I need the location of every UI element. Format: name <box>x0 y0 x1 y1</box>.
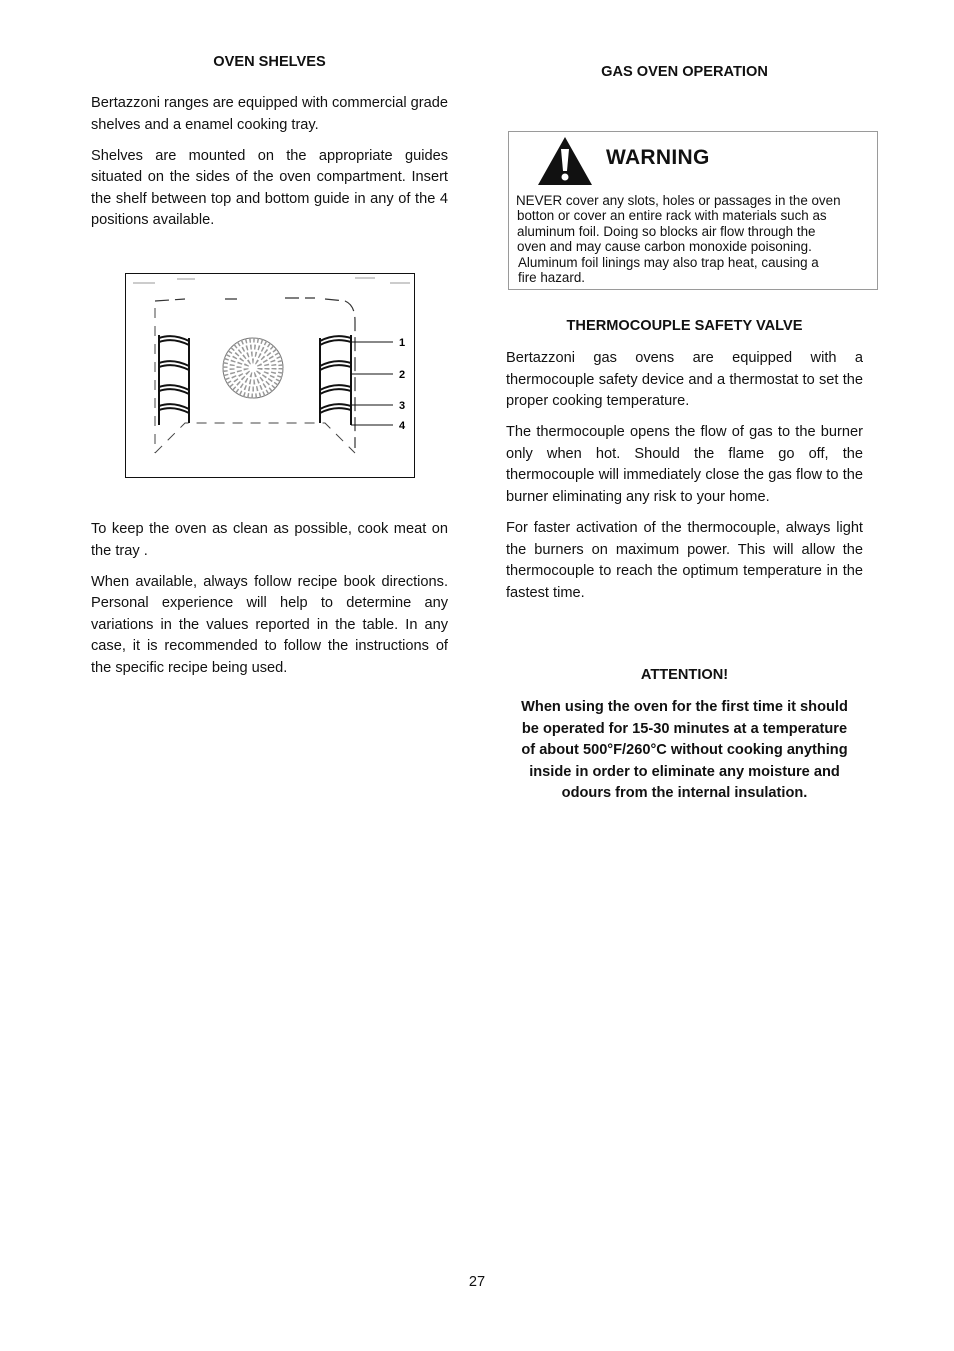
warning-line: NEVER cover any slots, holes or passages in the oven <box>516 193 841 208</box>
warning-line: aluminum foil. Doing so blocks air flow through the <box>517 223 816 239</box>
left-column-top <box>91 93 448 242</box>
warning-line: Aluminum foil linings may also trap heat, causing a <box>518 254 819 270</box>
warning-title: WARNING <box>606 146 710 169</box>
right-column-body <box>506 348 863 614</box>
oven-shelves-heading: OVEN SHELVES <box>213 54 326 70</box>
gas-oven-operation-heading: GAS OVEN OPERATION <box>601 64 768 80</box>
paragraph: For faster activation of the thermocouple, always light the burners on maximum power. This will allow the thermocouple to reach the optimum temperature in the fastest time. <box>506 520 863 601</box>
shelf-label-3: 3 <box>399 400 406 412</box>
paragraph: Shelves are mounted on the appropriate guides situated on the sides of the oven compartment. Insert the shelf between top and bottom guide in any of the 4 positions available. <box>91 147 448 229</box>
attention-line: odours from the internal insulation. <box>561 785 808 802</box>
attention-body <box>506 697 863 805</box>
paragraph: When available, always follow recipe book directions. Personal experience will help to determine any variations in the values reported in the table. In any case, it is recommended to follow the instructions of the specific recipe being used. <box>91 573 448 677</box>
attention-line: When using the oven for the first time it should <box>521 699 848 715</box>
attention-line: of about 500°F/260°C without cooking anything <box>521 742 848 759</box>
left-column-bottom <box>91 519 448 689</box>
shelf-label-1: 1 <box>399 337 406 349</box>
thermocouple-safety-valve-heading: THERMOCOUPLE SAFETY VALVE <box>566 318 803 334</box>
paragraph: To keep the oven as clean as possible, cook meat on the tray . <box>91 521 448 559</box>
warning-line: oven and may cause carbon monoxide poisoning. <box>517 239 812 255</box>
warning-text <box>516 193 876 285</box>
paragraph: The thermocouple opens the flow of gas to the burner only when hot. Should the flame go off, the thermocouple will immediately close the gas flow to the burner eliminating any risk to your home. <box>506 424 863 506</box>
warning-line: fire hazard. <box>518 270 585 286</box>
oven-shelf-positions-diagram <box>125 273 415 478</box>
paragraph: Bertazzoni gas ovens are equipped with a thermocouple safety device and a thermostat to set the proper cooking temperature. <box>506 350 863 410</box>
warning-box <box>508 131 878 290</box>
attention-line: be operated for 15-30 minutes at a temperature <box>521 720 848 737</box>
paragraph: Bertazzoni ranges are equipped with commercial grade shelves and a enamel cooking tray. <box>91 95 448 133</box>
shelf-label-2: 2 <box>399 369 406 381</box>
page-number: 27 <box>468 1274 486 1290</box>
warning-line: botton or cover an entire rack with materials such as <box>517 208 827 224</box>
warning-triangle-icon <box>536 135 594 187</box>
attention-line: inside in order to eliminate any moisture and <box>529 763 840 780</box>
shelf-label-4: 4 <box>399 420 406 432</box>
attention-title: ATTENTION! <box>640 667 729 683</box>
